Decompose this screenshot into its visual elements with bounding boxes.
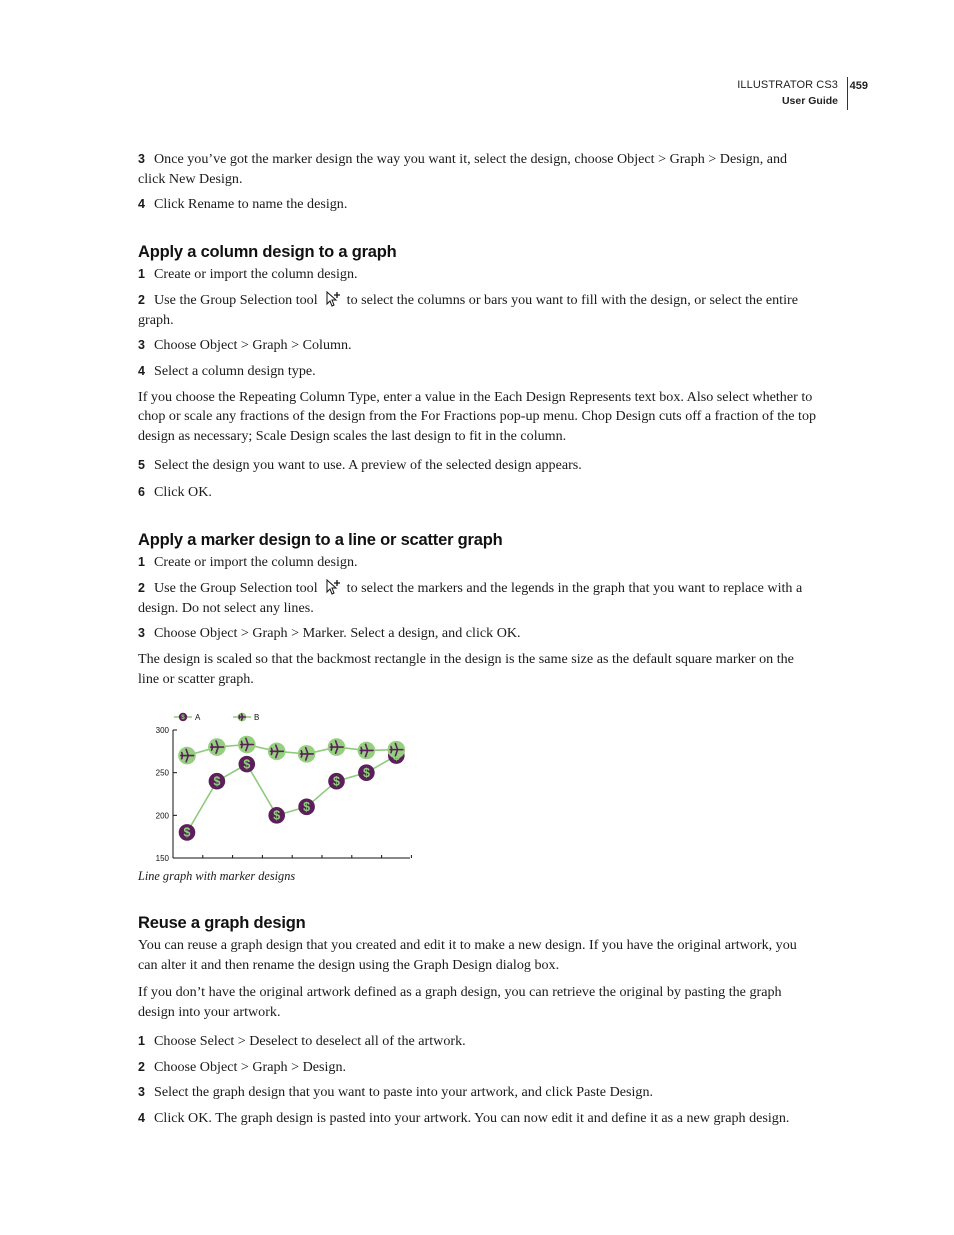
heading-reuse-design: Reuse a graph design xyxy=(138,914,306,933)
step-text: Choose Object > Graph > Design. xyxy=(154,1058,347,1075)
dollar-icon: $ xyxy=(183,825,191,840)
dollar-icon: $ xyxy=(362,766,370,781)
dollar-icon: $ xyxy=(243,757,251,772)
reuse-step-2 xyxy=(138,1058,818,1078)
line-graph-chart xyxy=(138,703,438,863)
reuse-step-4 xyxy=(138,1109,818,1129)
step-number: 4 xyxy=(138,1110,145,1125)
reuse-step-3 xyxy=(138,1083,818,1103)
step-text: Click OK. xyxy=(154,484,212,501)
page-number: 459 xyxy=(849,80,868,92)
dollar-icon: $ xyxy=(303,800,311,815)
dollar-icon: $ xyxy=(213,774,221,789)
step-text: Once you’ve got the marker design the way you want it, select the design, choose Object > Graph > Design, and click New Design. xyxy=(138,151,788,187)
product-name: ILLUSTRATOR CS3 xyxy=(737,79,838,91)
intro-step-3 xyxy=(138,150,818,189)
step-text: Choose Select > Deselect to deselect all of the artwork. xyxy=(154,1032,466,1049)
page-content xyxy=(138,150,818,1129)
step-text: Select the graph design that you want to paste into your artwork, and click Paste Design. xyxy=(154,1084,654,1101)
running-header xyxy=(648,79,868,113)
group-selection-tool-icon xyxy=(323,291,341,307)
step-number: 4 xyxy=(138,197,145,212)
step-number: 2 xyxy=(138,1059,145,1074)
step-text: Click OK. The graph design is pasted into your artwork. You can now edit it and define it as a new graph design. xyxy=(154,1109,790,1126)
dollar-icon: $ xyxy=(333,774,340,789)
reuse-step-1 xyxy=(138,1032,818,1052)
step-text: Choose Object > Graph > Marker. Select a design, and click OK. xyxy=(154,625,521,642)
step-text: Create or import the column design. xyxy=(154,554,358,571)
step-text: Click Rename to name the design. xyxy=(154,196,348,213)
heading-column-design: Apply a column design to a graph xyxy=(138,243,397,262)
column-paragraph: If you choose the Repeating Column Type, enter a value in the Each Design Represents text box. Also select whether to chop or scale any fractions of the design from the For Fractions pop-up menu. Chop Design cuts off a fraction of the top design as necessary; Scale Design scales the last design to fit in the column. xyxy=(138,388,817,445)
y-tick-label: 250 xyxy=(155,769,169,779)
line-graph-figure xyxy=(138,703,438,863)
y-tick-label: 200 xyxy=(155,811,169,821)
group-selection-tool-icon xyxy=(323,579,341,595)
marker-step-1 xyxy=(138,553,818,573)
dollar-icon: $ xyxy=(181,714,185,722)
column-step-6 xyxy=(138,483,818,503)
column-step-2 xyxy=(138,291,818,330)
column-step-1 xyxy=(138,265,818,285)
step-text: Use the Group Selection tool xyxy=(154,579,318,596)
step-text: Select a column design type. xyxy=(154,362,316,379)
step-number: 1 xyxy=(138,267,145,282)
heading-marker-design: Apply a marker design to a line or scatter graph xyxy=(138,531,503,550)
column-step-4 xyxy=(138,362,818,382)
marker-paragraph: The design is scaled so that the backmost rectangle in the design is the same size as the default square marker on the line or scatter graph. xyxy=(138,650,794,687)
step-number: 3 xyxy=(138,1085,145,1100)
step-number: 2 xyxy=(138,292,145,307)
step-number: 1 xyxy=(138,555,145,570)
y-tick-label: 150 xyxy=(155,854,169,864)
legend-label: B xyxy=(254,713,260,723)
step-text: Use the Group Selection tool xyxy=(154,291,318,308)
intro-step-4 xyxy=(138,195,818,215)
legend-label: A xyxy=(195,713,201,723)
step-text: Choose Object > Graph > Column. xyxy=(154,337,352,354)
step-text: Create or import the column design. xyxy=(154,266,358,283)
step-text: to select the columns or bars you want to fill with the design, or select the entire graph. xyxy=(138,291,798,328)
reuse-paragraph-1: You can reuse a graph design that you created and edit it to make a new design. If you have the original artwork, you can alter it and then rename the design using the Graph Design dialog box. xyxy=(138,937,797,973)
step-number: 3 xyxy=(138,626,145,641)
step-text: to select the markers and the legends in the graph that you want to replace with a design. Do not select any lines. xyxy=(138,579,803,616)
step-number: 3 xyxy=(138,152,145,166)
column-step-5 xyxy=(138,456,818,476)
y-tick-label: 300 xyxy=(155,726,169,736)
dollar-icon: $ xyxy=(273,808,281,823)
step-number: 3 xyxy=(138,338,145,353)
step-number: 5 xyxy=(138,457,145,472)
step-number: 1 xyxy=(138,1033,145,1048)
step-number: 6 xyxy=(138,485,145,500)
guide-name: User Guide xyxy=(781,95,838,107)
figure-caption: Line graph with marker designs xyxy=(138,869,296,884)
header-divider xyxy=(847,77,848,110)
step-number: 4 xyxy=(138,363,145,378)
marker-step-2 xyxy=(138,579,818,618)
reuse-paragraph-2: If you don’t have the original artwork defined as a graph design, you can retrieve the original by pasting the graph design into your artwork. xyxy=(138,984,782,1021)
step-number: 2 xyxy=(138,580,145,595)
column-step-3 xyxy=(138,336,818,356)
marker-step-3 xyxy=(138,624,818,644)
step-text: Select the design you want to use. A preview of the selected design appears. xyxy=(154,456,582,473)
